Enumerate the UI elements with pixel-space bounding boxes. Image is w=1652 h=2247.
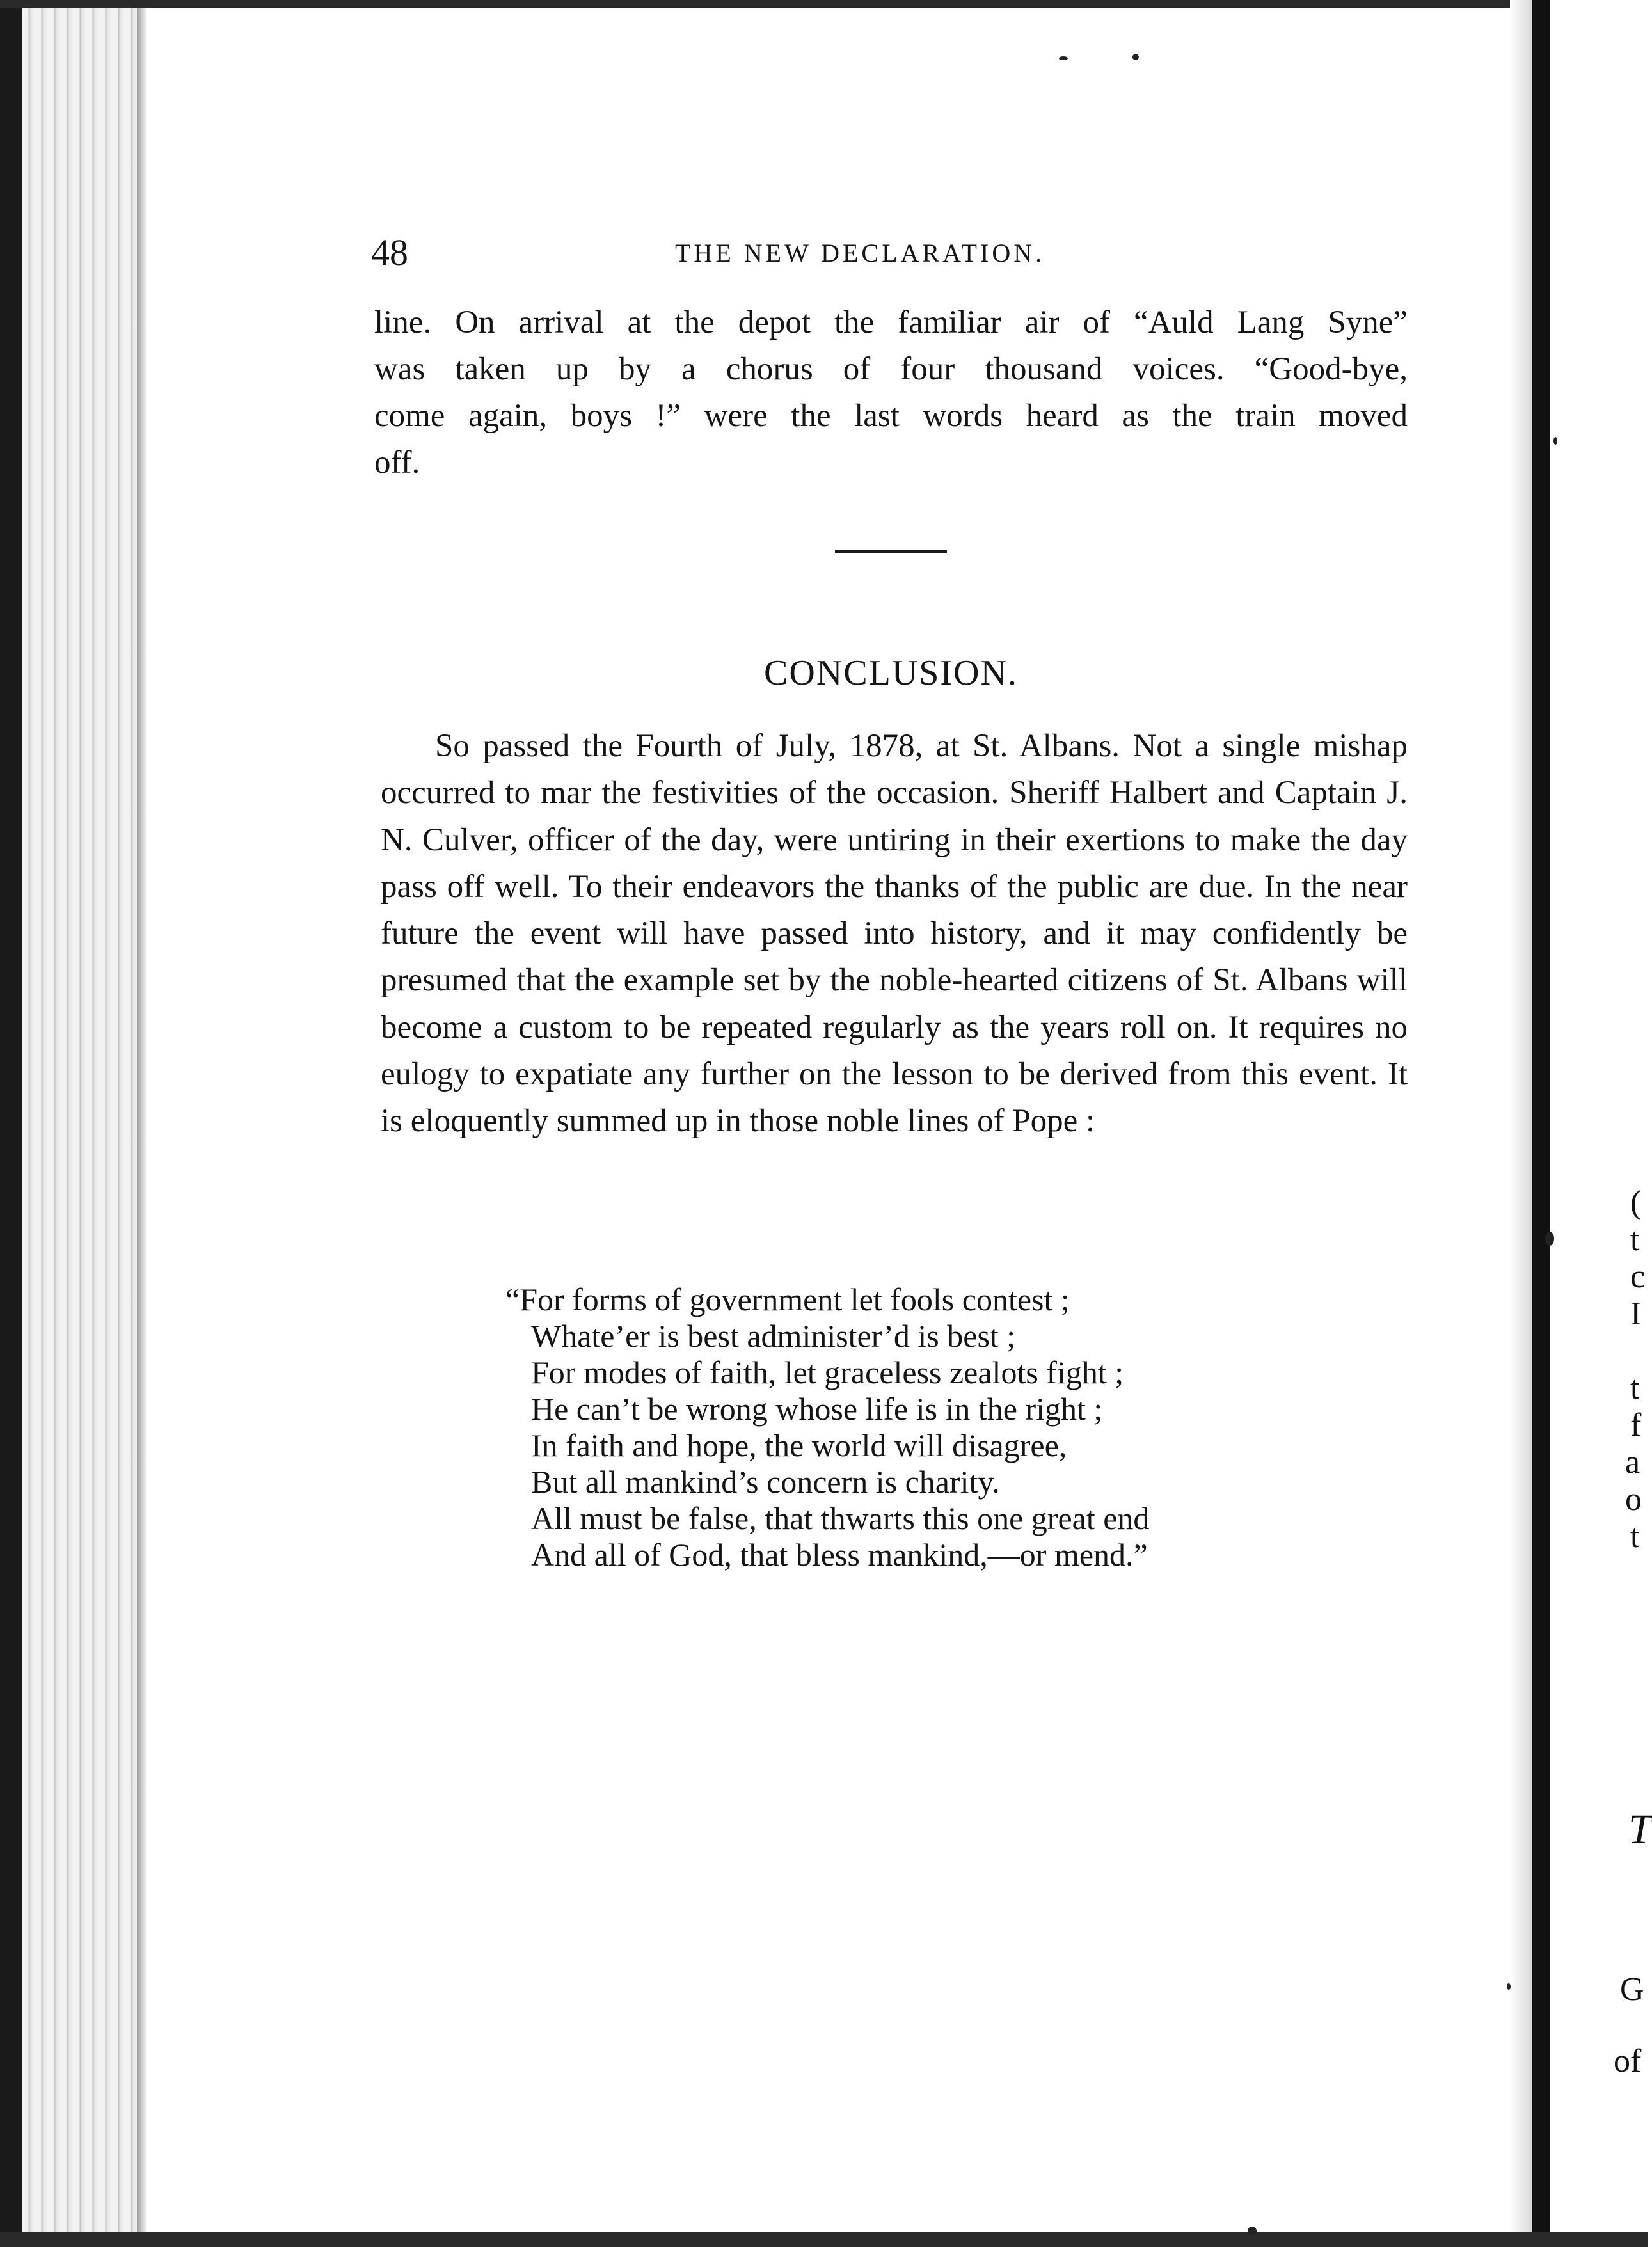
page-number: 48 [371, 232, 408, 273]
poem-line: For modes of faith, let graceless zealots fight ; [531, 1354, 1124, 1390]
facing-page-fragment: f [1630, 1407, 1642, 1443]
text-line: line. On arrival at the depot the familiar air of “Auld Lang Syne” [374, 305, 1408, 340]
poem-line: And all of God, that bless mankind,—or mend.” [531, 1537, 1148, 1573]
text-line: come again, boys !” were the last words heard as the train moved [374, 398, 1408, 434]
text-line: off. [374, 445, 420, 480]
poem-line: But all mankind’s concern is charity. [531, 1464, 1000, 1500]
poem-line: He can’t be wrong whose life is in the right ; [531, 1391, 1103, 1427]
book-edge [0, 0, 22, 2247]
text-line: was taken up by a chorus of four thousand voices. “Good-bye, [374, 351, 1408, 387]
scan-speck [1507, 1983, 1511, 1990]
poem-line: “For forms of government let fools contest ; [505, 1282, 1070, 1317]
gutter-shade [1510, 0, 1532, 2247]
running-title: THE NEW DECLARATION. [675, 239, 1045, 267]
facing-page-fragment: ( [1630, 1184, 1642, 1221]
facing-page-fragment: c [1630, 1258, 1646, 1295]
scan-speck [1553, 437, 1557, 445]
facing-page-fragment: T [1628, 1806, 1652, 1853]
facing-page-fragment: I [1630, 1296, 1642, 1332]
facing-page-fragment: a [1625, 1444, 1640, 1481]
page-stack [22, 0, 143, 2247]
section-heading: CONCLUSION. [764, 653, 1018, 693]
facing-page-fragment: o [1625, 1481, 1642, 1518]
pope-quotation [505, 1282, 1337, 1573]
conclusion-paragraph [381, 723, 1408, 1145]
facing-page-fragment: t [1630, 1370, 1640, 1406]
scan-speck [1132, 54, 1139, 60]
facing-page-fragment: t [1630, 1518, 1640, 1555]
scan-speck [1059, 56, 1068, 60]
section-divider [835, 550, 947, 553]
poem-line: All must be false, that thwarts this one great end [531, 1500, 1150, 1536]
scan-top-border [0, 0, 1536, 8]
facing-page-fragment: G [1620, 1971, 1644, 2008]
scan-bottom-border [0, 2232, 1648, 2247]
scan-speck [1545, 1232, 1554, 1246]
conclusion-text: So passed the Fourth of July, 1878, at St. Albans. Not a single mishap occurred to mar the festivities of the occasion. Sheriff Halbert and Captain J. N. Culver, officer of the day, were untiring in their exertions to make the day pass off well. To their endeavors the thanks of the public are due. In the near future the event will have passed into history, and it may confidently be presumed that the example set by the noble-hearted citizens of St. Albans will become a custom to be repeated regularly as the years roll on. It requires no eulogy to expatiate any further on the lesson to be derived from this event. It is eloquently summed up in those noble lines of Pope : [381, 728, 1408, 1139]
poem-line: In faith and hope, the world will disagree, [531, 1427, 1067, 1463]
scan-speck [1248, 2227, 1257, 2235]
facing-page-fragment: t [1630, 1221, 1640, 1258]
facing-page-fragment: of [1614, 2043, 1642, 2079]
poem-line: Whate’er is best administer’d is best ; [531, 1318, 1016, 1354]
page-stack-shadow [137, 0, 147, 2247]
book-gutter [1532, 0, 1550, 2247]
